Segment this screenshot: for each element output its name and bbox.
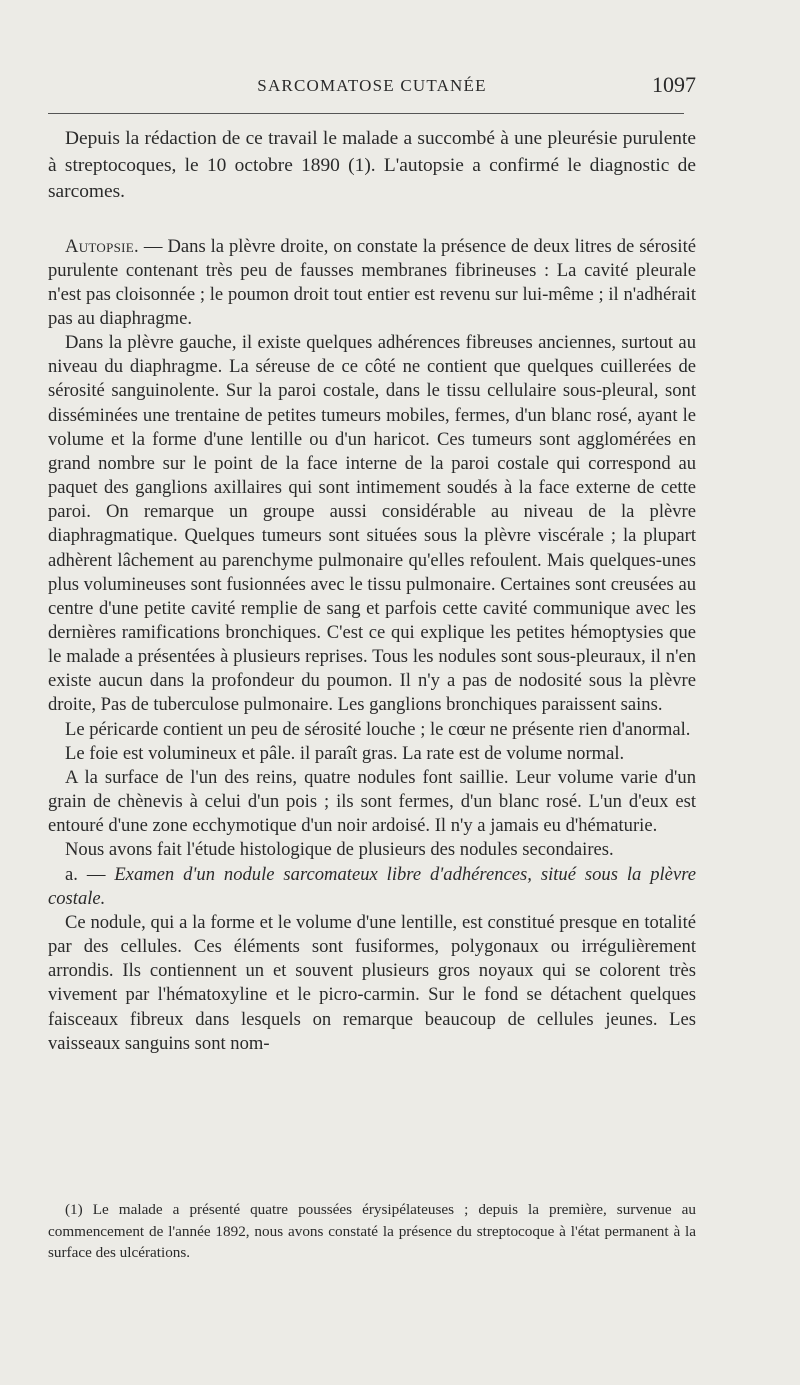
reins-paragraph: A la surface de l'un des reins, quatre nodules font saillie. Leur volume varie d'un grain de chènevis à celui d'un pois ; ils sont fermes, d'un blanc rosé. L'un d'eux est entouré d'une zone ecchymotique d'un noir ardoisé. Il n'y a jamais eu d'hématurie.: [48, 766, 696, 837]
page-number: 1097: [652, 72, 696, 97]
header-rule: [48, 113, 684, 114]
section-a-heading: [48, 863, 696, 911]
body-text: [48, 126, 696, 1056]
running-title: SARCOMATOSE CUTANÉE: [257, 76, 487, 95]
autopsie-label: Autopsie.: [65, 235, 139, 257]
footnote-1: (1) Le malade a présenté quatre poussées érysipélateuses ; depuis la première, survenue au commencement de l'année 1892, nous avons constaté la présence du streptocoque à l'état permanent à la surface des ulcérations.: [48, 1201, 696, 1261]
pericarde-paragraph: Le péricarde contient un peu de sérosité louche ; le cœur ne présente rien d'anormal.: [65, 718, 691, 740]
section-a-title: Examen d'un nodule sarcomateux libre d'adhérences, situé sous la plèvre costale.: [48, 863, 696, 909]
footnotes: [48, 1199, 696, 1264]
section-a-label: a. —: [65, 863, 115, 885]
autopsie-text: — Dans la plèvre droite, on constate la présence de deux litres de sérosité purulente contenant très peu de fausses membranes fibrineuses : La cavité pleurale n'est pas cloisonnée ; le poumon droit tout entier est revenu sur lui-même ; il n'adhérait pas au diaphragme.: [48, 235, 696, 329]
running-head: [48, 72, 696, 102]
foie-paragraph: Le foie est volumineux et pâle. il paraît gras. La rate est de volume normal.: [65, 742, 625, 764]
intro-paragraph: Depuis la rédaction de ce travail le malade a succombé à une pleurésie purulente à streptocoques, le 10 octobre 1890 (1). L'autopsie a confirmé le diagnostic de sarcomes.: [48, 128, 696, 202]
nodule-paragraph: Ce nodule, qui a la forme et le volume d'une lentille, est constitué presque en totalité par des cellules. Ces éléments sont fusiformes, polygonaux ou irrégulièrement arrondis. Ils contiennent un et souvent plusieurs gros noyaux qui se colorent très vivement par l'hématoxyline et le picro-carmin. Sur le fond se détachent quelques faisceaux fibreux dans lesquels on remarque beaucoup de cellules jeunes. Les vaisseaux sanguins sont nom-: [48, 911, 696, 1054]
autopsie-paragraph: [48, 235, 696, 332]
etude-paragraph: Nous avons fait l'étude histologique de plusieurs des nodules secondaires.: [65, 839, 614, 861]
plevre-gauche-paragraph: Dans la plèvre gauche, il existe quelques adhérences fibreuses anciennes, surtout au niveau du diaphragme. La séreuse de ce côté ne contient que quelques cuillerées de sérosité sanguinolente. Sur la paroi costale, dans le tissu cellulaire sous-pleural, sont disséminées une trentaine de petites tumeurs mobiles, fermes, d'un blanc rosé, ayant le volume et la forme d'une lentille ou d'un haricot. Ces tumeurs sont agglomérées en grand nombre sur le point de la face interne de la paroi costale qui correspond au paquet des ganglions axillaires qui sont intimement soudés à la face externe de cette paroi. On remarque un groupe aussi considérable au niveau de la plèvre diaphragmatique. Quelques tumeurs sont situées sous la plèvre viscérale ; la plupart adhèrent lâchement au parenchyme pulmonaire qu'elles refoulent. Mais quelques-unes plus volumineuses sont fusionnées avec le tissu pulmonaire. Certaines sont creusées au centre d'une petite cavité remplie de sang et parfois cette cavité communique avec les dernières ramifications bronchiques. C'est ce qui explique les petites hémoptysies que le malade a présentées à plusieurs reprises. Tous les nodules sont sous-pleuraux, il n'en existe aucun dans la profondeur du poumon. Il n'y a pas de nodosité sous la plèvre droite, Pas de tuberculose pulmonaire. Les ganglions bronchiques paraissent sains.: [48, 332, 696, 716]
